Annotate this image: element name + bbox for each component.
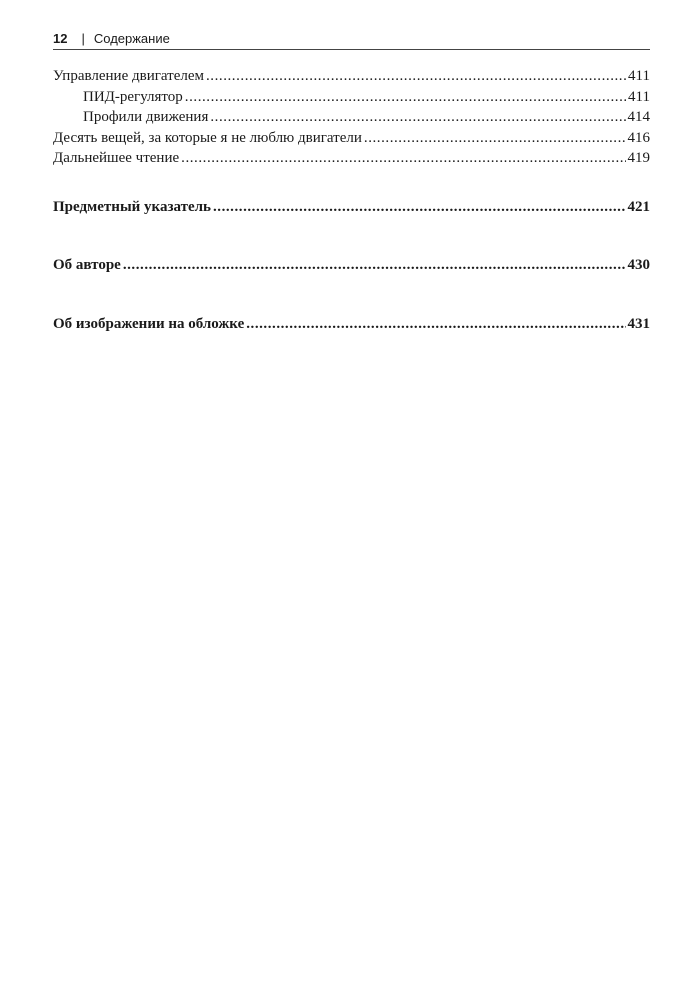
toc-entry-about-cover[interactable]	[53, 314, 650, 335]
header-separator: |	[81, 31, 85, 46]
table-of-contents	[53, 66, 650, 334]
toc-entry-further-reading[interactable]	[53, 148, 650, 169]
toc-entry-pid-controller[interactable]	[53, 87, 650, 108]
toc-entry-motion-profiles[interactable]	[53, 107, 650, 128]
page-number: 12	[53, 31, 68, 46]
section-title: Содержание	[93, 31, 170, 46]
toc-entry-page: 430	[627, 257, 650, 273]
toc-entry-title: Управление двигателем	[53, 68, 204, 84]
dot-leader	[123, 255, 626, 276]
toc-entry-title: Об изображении на обложке	[53, 315, 245, 332]
toc-entry-page: 421	[627, 198, 650, 215]
dot-leader	[181, 148, 625, 169]
toc-entry-page: 416	[627, 129, 650, 146]
toc-entry-page: 419	[627, 150, 650, 166]
toc-entry-title: Предметный указатель	[53, 198, 211, 215]
dot-leader	[213, 197, 626, 218]
book-page	[53, 30, 650, 334]
toc-entry-page: 431	[627, 315, 650, 332]
toc-entry-title: ПИД-регулятор	[83, 88, 183, 105]
toc-entry-subject-index[interactable]	[53, 197, 650, 218]
toc-entry-title: Дальнейшее чтение	[53, 150, 180, 166]
toc-entry-page: 411	[628, 88, 650, 105]
dot-leader	[185, 87, 626, 108]
toc-entry-ten-things[interactable]	[53, 128, 650, 149]
toc-entry-about-author[interactable]	[53, 255, 650, 276]
dot-leader	[210, 107, 625, 128]
running-header	[53, 30, 650, 50]
dot-leader	[246, 314, 625, 335]
toc-entry-page: 411	[628, 68, 650, 84]
toc-entry-motor-control[interactable]	[53, 66, 650, 87]
toc-entry-title: Об авторе	[53, 257, 121, 273]
toc-entry-title: Профили движения	[83, 109, 209, 125]
dot-leader	[364, 128, 626, 149]
toc-entry-title: Десять вещей, за которые я не люблю двигатели	[53, 129, 362, 146]
toc-entry-page: 414	[627, 109, 650, 125]
dot-leader	[206, 66, 626, 87]
